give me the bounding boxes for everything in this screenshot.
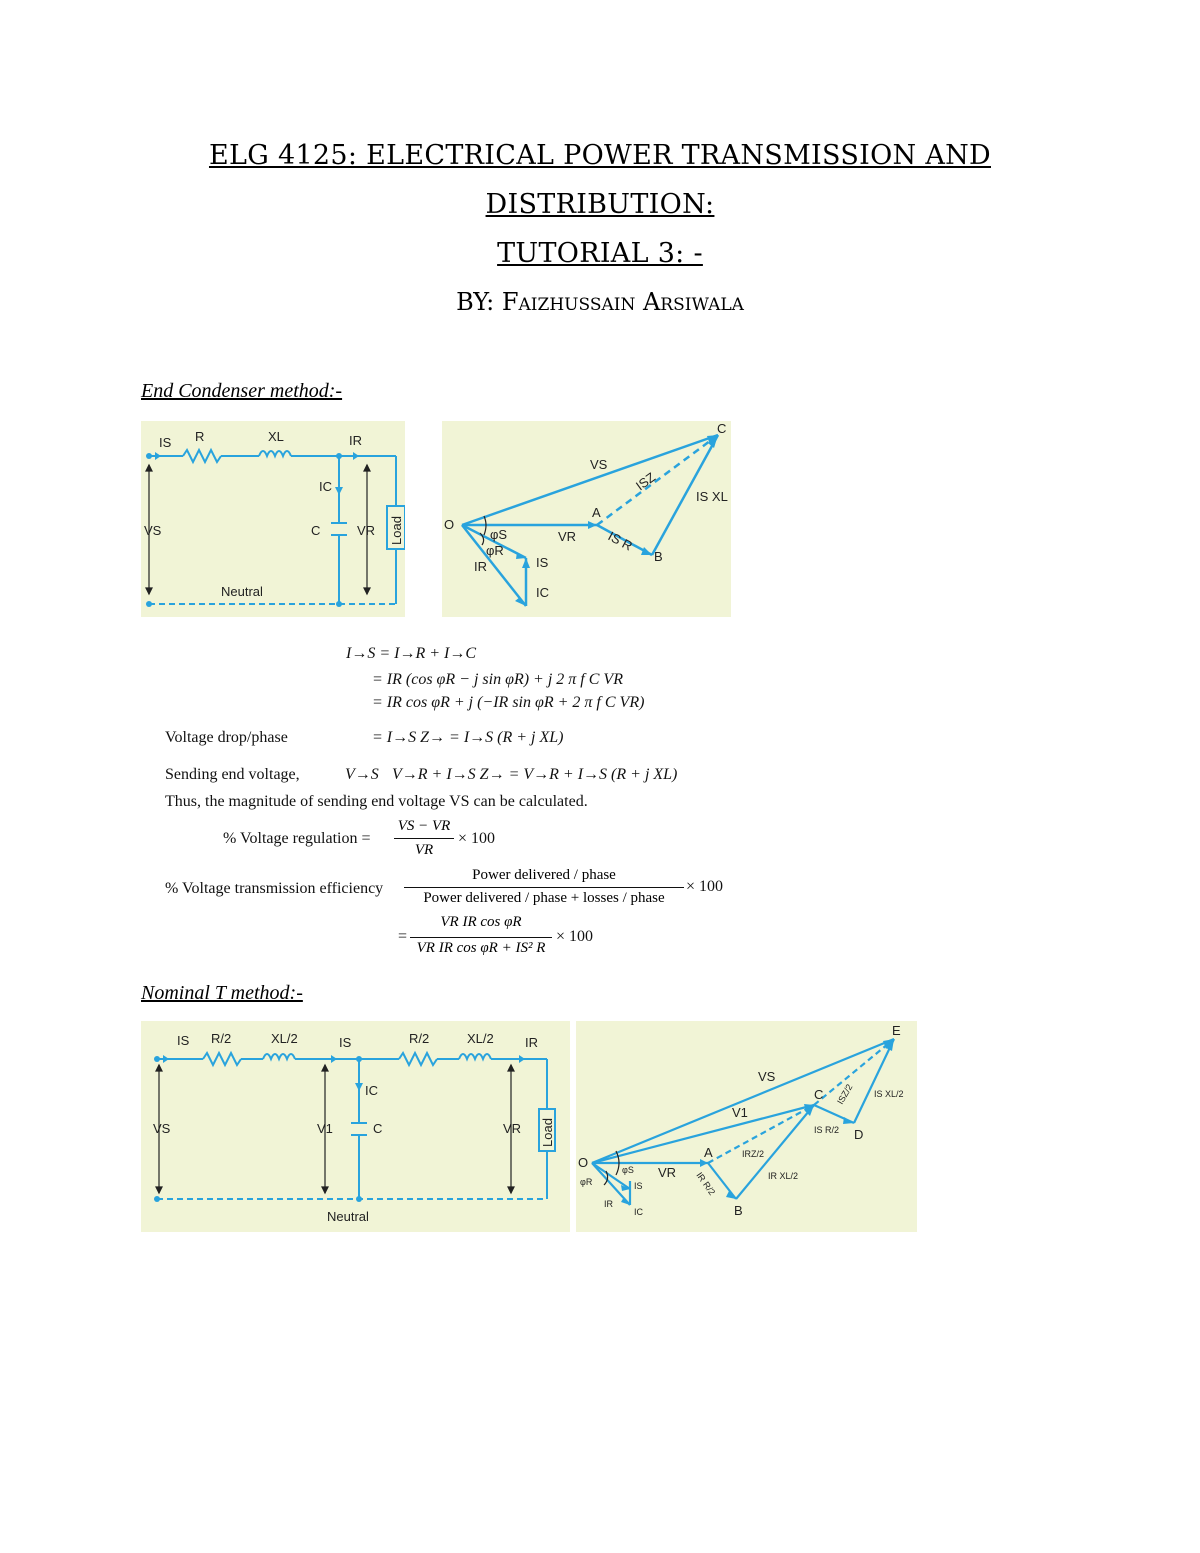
- transmission-efficiency-denominator: Power delivered / phase + losses / phase: [423, 890, 665, 906]
- circuit2-label-r2-right: R/2: [409, 1031, 430, 1046]
- phasor2-label-irz2: IRZ/2: [742, 1149, 765, 1159]
- efficiency-power-fraction-bar: [410, 937, 552, 938]
- equation-current-expanded: = IR (cos φR − j sin φR) + j 2 π f C VR: [372, 671, 623, 688]
- phasor2-label-irxl2: IR XL/2: [768, 1171, 799, 1181]
- voltage-regulation-label: % Voltage regulation =: [223, 830, 371, 847]
- phasor1-label-a: A: [592, 505, 601, 520]
- author-byline: BY: Faizhussain Arsiwala: [456, 288, 744, 316]
- phasor2-label-vr: VR: [658, 1165, 677, 1180]
- phasor2-label-d: D: [854, 1127, 864, 1142]
- voltage-regulation-denominator: VR: [414, 842, 434, 858]
- phasor1-label-ir: IR: [474, 559, 487, 574]
- phasor1-label-isr: IS R: [605, 528, 635, 554]
- section-heading-nominal-t: Nominal T method:-: [141, 982, 303, 1004]
- circuit1-label-neutral: Neutral: [221, 584, 263, 599]
- end-condenser-circuit-diagram: [141, 421, 405, 617]
- phasor2-label-isz2: ISZ/2: [835, 1082, 855, 1106]
- phasor1-label-o: O: [444, 517, 455, 532]
- transmission-efficiency-numerator: Power delivered / phase: [472, 867, 616, 883]
- circuit2-label-ic: IC: [365, 1083, 378, 1098]
- circuit1-label-c: C: [311, 523, 321, 538]
- doc-title-line3: TUTORIAL 3: -: [497, 238, 703, 269]
- doc-title-line2: DISTRIBUTION:: [485, 189, 715, 220]
- phasor2-label-is: IS: [634, 1181, 643, 1191]
- phasor1-label-phir: φR: [486, 543, 504, 558]
- phasor2-label-ir: IR: [604, 1199, 613, 1209]
- efficiency-power-multiplier: × 100: [556, 928, 594, 945]
- circuit1-label-vr: VR: [357, 523, 376, 538]
- circuit2-label-vr: VR: [503, 1121, 522, 1136]
- phasor1-label-ic: IC: [536, 585, 549, 600]
- phasor2-label-b: B: [734, 1203, 743, 1218]
- circuit2-label-is-mid: IS: [339, 1035, 352, 1050]
- circuit1-label-load: Load: [389, 516, 404, 545]
- circuit1-label-ic: IC: [319, 479, 332, 494]
- efficiency-equals-sign: =: [398, 928, 408, 945]
- sending-voltage-expression: V→R + I→S Z→ = V→R + I→S (R + j XL): [392, 766, 678, 783]
- sending-voltage-label: Sending end voltage,: [165, 766, 300, 783]
- phasor2-label-ic: IC: [634, 1207, 643, 1217]
- circuit1-label-ir: IR: [349, 433, 362, 448]
- section-heading-end-condenser: End Condenser method:-: [141, 380, 343, 402]
- phasor1-label-c: C: [717, 421, 727, 436]
- phasor1-label-isxl: IS XL: [696, 489, 728, 504]
- doc-title-line1: ELG 4125: ELECTRICAL POWER TRANSMISSION AND: [208, 140, 991, 171]
- phasor2-label-o: O: [578, 1155, 589, 1170]
- phasor2-label-isxl2: IS XL/2: [874, 1089, 904, 1099]
- circuit1-label-is: IS: [159, 435, 172, 450]
- circuit2-label-r2-left: R/2: [211, 1031, 232, 1046]
- voltage-drop-label: Voltage drop/phase: [165, 729, 288, 746]
- phasor2-label-a: A: [704, 1145, 713, 1160]
- circuit2-label-v1: V1: [317, 1121, 333, 1136]
- phasor2-label-e: E: [892, 1023, 901, 1038]
- circuit2-label-neutral: Neutral: [327, 1209, 369, 1224]
- circuit2-label-vs: VS: [153, 1121, 171, 1136]
- transmission-efficiency-fraction-bar: [404, 887, 684, 888]
- circuit1-label-vs: VS: [144, 523, 162, 538]
- equation-current-sum: I→S = I→R + I→C: [346, 645, 477, 662]
- efficiency-power-numerator: VR IR cos φR: [440, 914, 522, 930]
- voltage-regulation-fraction-bar: [394, 838, 454, 839]
- circuit2-label-load: Load: [540, 1118, 555, 1147]
- phasor2-label-c: C: [814, 1087, 824, 1102]
- phasor1-label-b: B: [654, 549, 663, 564]
- phasor2-label-phir: φR: [580, 1177, 593, 1187]
- phasor1-label-phis: φS: [490, 527, 508, 542]
- phasor1-label-vs: VS: [590, 457, 608, 472]
- circuit2-label-ir: IR: [525, 1035, 538, 1050]
- voltage-regulation-multiplier: × 100: [458, 830, 496, 847]
- voltage-drop-expression: = I→S Z→ = I→S (R + j XL): [372, 729, 564, 746]
- sending-voltage-lhs: V→S: [345, 766, 379, 783]
- circuit2-label-xl2-right: XL/2: [467, 1031, 494, 1046]
- circuit2-label-c: C: [373, 1121, 383, 1136]
- nominal-t-circuit-diagram: [141, 1021, 570, 1232]
- phasor2-label-v1: V1: [732, 1105, 748, 1120]
- efficiency-power-denominator: VR IR cos φR + IS² R: [416, 940, 546, 956]
- phasor2-label-isr2: IS R/2: [814, 1125, 840, 1135]
- sending-voltage-note: Thus, the magnitude of sending end voltage VS can be calculated.: [165, 793, 588, 810]
- phasor2-label-phis: φS: [622, 1165, 634, 1175]
- phasor2-label-irr2: IR R/2: [694, 1170, 718, 1198]
- circuit2-label-is-left: IS: [177, 1033, 190, 1048]
- phasor1-label-isz: ISZ: [632, 469, 659, 494]
- voltage-regulation-numerator: VS − VR: [397, 818, 451, 834]
- phasor1-label-vr: VR: [558, 529, 577, 544]
- circuit2-label-xl2-left: XL/2: [271, 1031, 298, 1046]
- circuit1-label-xl: XL: [268, 429, 284, 444]
- nominal-t-phasor-diagram: [576, 1021, 917, 1232]
- equation-current-simplified: = IR cos φR + j (−IR sin φR + 2 π f C VR): [372, 694, 645, 711]
- phasor2-label-vs: VS: [758, 1069, 776, 1084]
- phasor1-label-is: IS: [536, 555, 549, 570]
- transmission-efficiency-label: % Voltage transmission efficiency: [165, 880, 384, 897]
- transmission-efficiency-multiplier: × 100: [686, 878, 724, 895]
- circuit1-label-r: R: [195, 429, 205, 444]
- end-condenser-phasor-diagram: [442, 421, 731, 617]
